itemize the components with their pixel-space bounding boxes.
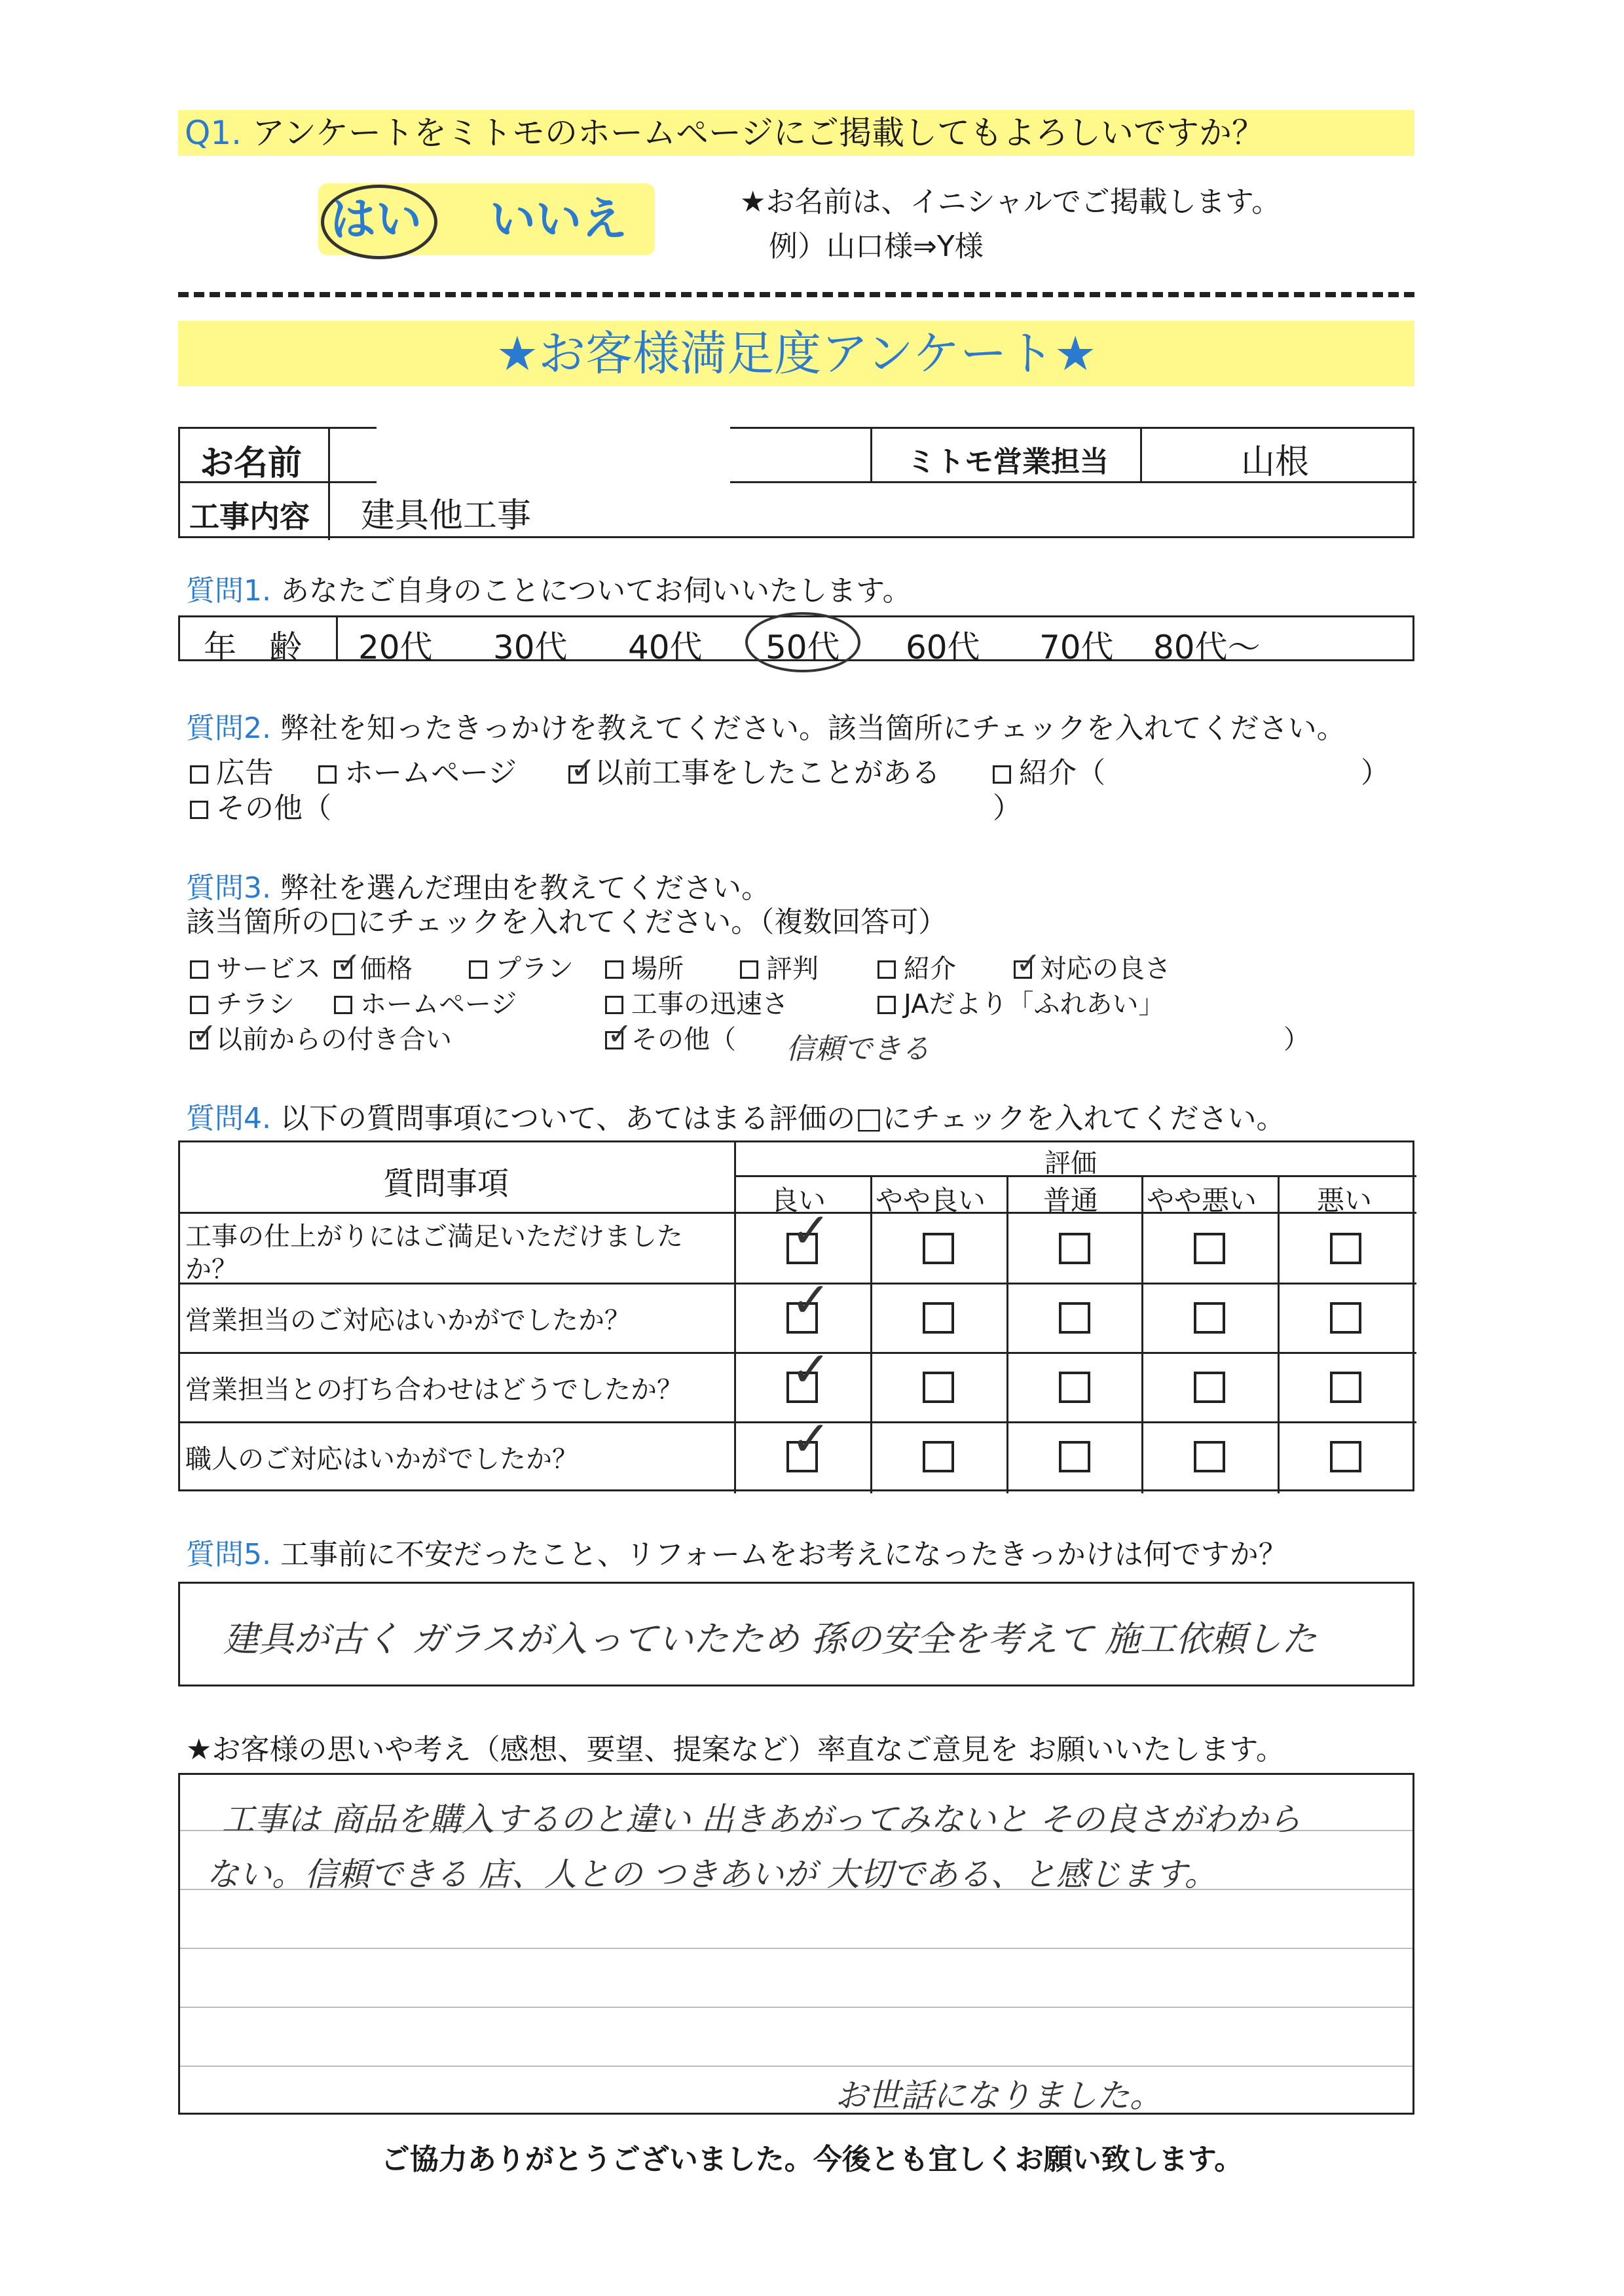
q-age-heading: 質問1. あなたご自身のことについてお伺いいたします。 [186, 574, 912, 608]
rating-checkbox[interactable] [1059, 1372, 1090, 1403]
checkbox[interactable] [605, 996, 623, 1014]
checkbox[interactable] [605, 960, 623, 979]
q2-referral-close: ） [1361, 756, 1390, 790]
no-option[interactable]: いいえ [490, 192, 627, 246]
checkbox-checked[interactable] [334, 960, 352, 979]
opinion-line-2: ない。信頼できる 店、人との つきあいが 大切である、と感じます。 [206, 1855, 1217, 1893]
q2-previous-work[interactable]: ✓ 以前工事をしたことがある [568, 749, 940, 791]
opinion-heading: ★お客様の思いや考え（感想、要望、提案など）率直なご意見を お願いいたします。 [186, 1733, 1285, 1766]
rating-table [178, 1140, 1414, 1491]
q3-long-relationship[interactable]: ✓以前からの付き合い [190, 1019, 452, 1056]
q2-ad[interactable]: 広告 [190, 749, 274, 791]
rating-bad: 悪い [1317, 1184, 1373, 1216]
age-70[interactable]: 70代 [1039, 629, 1114, 666]
q4-row-sales-response: 営業担当のご対応はいかがでしたか？ [185, 1305, 631, 1336]
rating-checkbox[interactable] [1330, 1372, 1361, 1403]
q2-homepage[interactable]: ホームページ [318, 749, 517, 791]
checkbox[interactable] [993, 765, 1011, 784]
checkbox[interactable] [190, 960, 208, 979]
rating-checkbox[interactable] [786, 1302, 818, 1334]
age-50-circle-mark [745, 612, 860, 672]
col-question-header: 質問事項 [383, 1165, 509, 1202]
q2-referral[interactable]: 紹介（ [993, 749, 1105, 791]
checkbox[interactable] [190, 765, 208, 784]
rating-checkbox[interactable] [923, 1302, 954, 1334]
q3-other-close: ） [1283, 1025, 1310, 1055]
rating-checkbox[interactable] [1330, 1441, 1361, 1472]
checkbox[interactable] [318, 765, 337, 784]
q1-question: アンケートをミトモのホームページにご掲載してもよろしいですか？ [251, 114, 1264, 152]
age-80[interactable]: 80代～ [1153, 629, 1261, 666]
rating-checkbox[interactable] [1059, 1302, 1090, 1334]
yes-option[interactable]: はい [330, 192, 422, 246]
rating-checkbox[interactable] [786, 1233, 818, 1264]
q3-heading: 質問3. 弊社を選んだ理由を教えてください。 [186, 871, 770, 905]
rating-average: 普通 [1043, 1184, 1099, 1216]
q3-referral[interactable]: 紹介 [877, 948, 956, 985]
col-rating-header: 評価 [1044, 1148, 1097, 1178]
q1-note-initials: ★お名前は、イニシャルでご掲載します。 [740, 185, 1281, 219]
name-redaction [377, 421, 730, 484]
q1-note-example: 例）山口様⇒Y様 [769, 230, 984, 263]
q3-flyer[interactable]: チラシ [190, 983, 295, 1021]
checkbox-checked[interactable] [605, 1031, 623, 1049]
age-label: 年 齢 [204, 629, 302, 666]
q4-row-sales-meeting: 営業担当との打ち合わせはどうでしたか？ [185, 1375, 683, 1405]
q3-good-response[interactable]: ✓ 対応の良さ [1014, 948, 1171, 985]
rating-fairly-good: やや良い [876, 1184, 986, 1216]
rating-checkbox[interactable] [786, 1441, 818, 1472]
rating-checkbox[interactable] [1059, 1441, 1090, 1472]
q1-answer-box [318, 183, 655, 255]
q5-heading: 質問5. 工事前に不安だったこと、リフォームをお考えになったきっかけは何ですか？ [186, 1538, 1287, 1571]
opinion-signoff: お世話になりました。 [835, 2077, 1162, 2115]
q3-plan[interactable]: プラン [469, 948, 574, 985]
q2-other[interactable]: その他（ [190, 784, 331, 826]
name-label: お名前 [200, 444, 303, 483]
rating-checkbox[interactable] [1194, 1372, 1225, 1403]
checkbox[interactable] [469, 960, 487, 979]
divider [178, 292, 1414, 297]
q4-heading: 質問4. 以下の質問事項について、あてはまる評価の□にチェックを入れてください。 [186, 1102, 1285, 1135]
checkbox[interactable] [190, 801, 208, 819]
q4-row-craftsman: 職人のご対応はいかがでしたか？ [185, 1444, 578, 1474]
q3-location[interactable]: 場所 [605, 948, 684, 985]
q5-answer-box[interactable] [178, 1582, 1414, 1686]
rating-checkbox[interactable] [1194, 1233, 1225, 1264]
rating-checkbox[interactable] [1330, 1233, 1361, 1264]
q4-row-finish: 工事の仕上がりにはご満足いただけました [185, 1222, 683, 1252]
checkbox[interactable] [877, 960, 896, 979]
q3-other-answer[interactable]: 信頼できる [786, 1032, 930, 1066]
q1-label: Q1. [185, 114, 242, 152]
q1-question-bar [178, 110, 1414, 156]
rating-checkbox[interactable] [923, 1233, 954, 1264]
opinion-answer-box[interactable] [178, 1773, 1414, 2115]
rating-checkbox[interactable] [923, 1441, 954, 1472]
customer-info-table [178, 427, 1414, 538]
checkbox-checked[interactable] [190, 1031, 208, 1049]
survey-title: ★お客様満足度アンケート★ [178, 321, 1414, 386]
footer-thanks: ご協力ありがとうございました。今後とも宜しくお願い致します。 [380, 2143, 1244, 2176]
rating-checkbox[interactable] [786, 1372, 818, 1403]
q3-price[interactable]: ✓ 価格 [334, 948, 413, 985]
rating-checkbox[interactable] [923, 1372, 954, 1403]
sales-value: 山根 [1241, 443, 1310, 482]
q2-heading: 質問2. 弊社を知ったきっかけを教えてください。該当箇所にチェックを入れてください。 [186, 712, 1346, 745]
q3-other[interactable]: ✓ その他（ [605, 1019, 736, 1056]
checkbox[interactable] [740, 960, 758, 979]
q3-ja-newsletter[interactable]: JAだより「ふれあい」 [877, 983, 1164, 1021]
checkbox[interactable] [190, 996, 208, 1014]
opinion-line-1: 工事は 商品を購入するのと違い 出きあがってみないと その良さがわから [222, 1800, 1301, 1838]
q3-subheading: 該当箇所の□にチェックを入れてください。（複数回答可） [186, 905, 948, 939]
rating-fairly-bad: やや悪い [1147, 1184, 1257, 1216]
work-value: 建具他工事 [361, 496, 532, 536]
q5-answer: 建具が古く ガラスが入っていたため 孫の安全を考えて 施工依頼した [223, 1618, 1317, 1660]
q3-homepage[interactable]: ホームページ [334, 983, 517, 1021]
work-label: 工事内容 [189, 499, 310, 534]
checkbox[interactable] [334, 996, 352, 1014]
rating-checkbox[interactable] [1330, 1302, 1361, 1334]
q3-fast-work[interactable]: 工事の迅速さ [605, 983, 788, 1021]
age-40[interactable]: 40代 [628, 629, 703, 666]
sales-label: ミトモ営業担当 [907, 445, 1109, 479]
rating-checkbox[interactable] [1194, 1441, 1225, 1472]
rating-checkbox[interactable] [1194, 1302, 1225, 1334]
age-60[interactable]: 60代 [906, 629, 980, 666]
age-30[interactable]: 30代 [493, 629, 568, 666]
age-50[interactable]: 50代 [766, 629, 840, 666]
age-20[interactable]: 20代 [358, 629, 433, 666]
q4-row-finish-cont: か？ [185, 1254, 238, 1285]
rating-good: 良い [771, 1184, 826, 1216]
checkbox[interactable] [877, 996, 896, 1014]
checkbox-checked[interactable] [568, 765, 587, 784]
checkbox-checked[interactable] [1014, 960, 1032, 979]
q2-other-close: ） [993, 792, 1022, 825]
rating-checkbox[interactable] [1059, 1233, 1090, 1264]
q3-reputation[interactable]: 評判 [740, 948, 819, 985]
q3-service[interactable]: サービス [190, 948, 321, 985]
